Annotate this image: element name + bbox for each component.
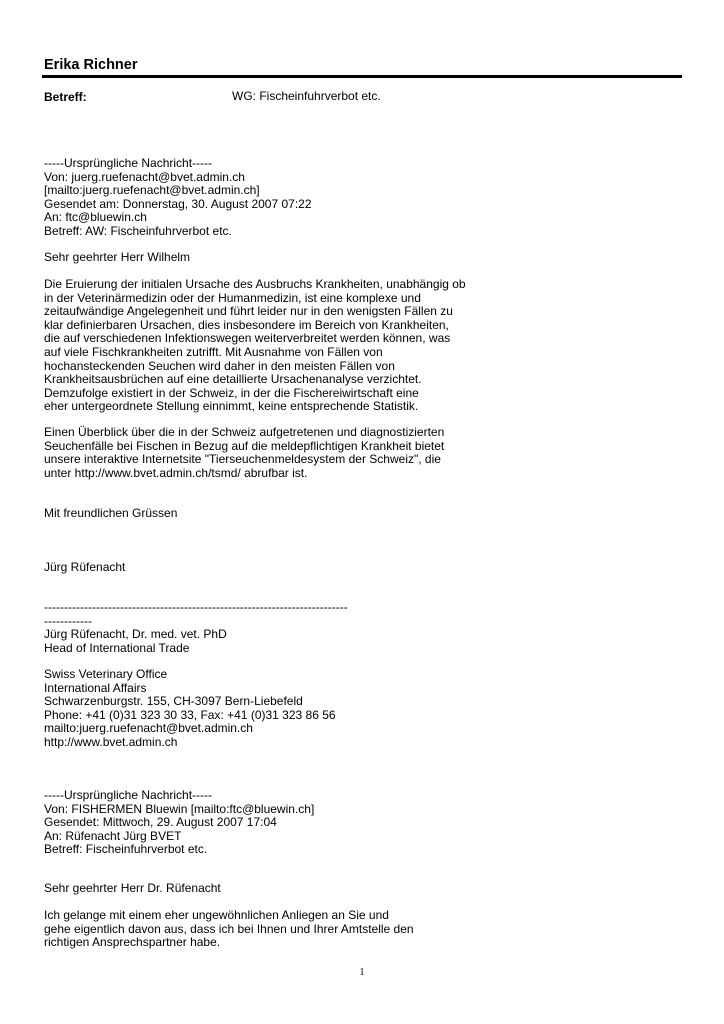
message2-header-line: Betreff: Fischeinfuhrverbot etc.: [44, 842, 208, 857]
message1-greeting: Sehr geehrter Herr Wilhelm: [44, 250, 191, 264]
message1-header-line: Betreff: AW: Fischeinfuhrverbot etc.: [44, 223, 232, 238]
paragraph-line: die auf verschiedenen Infektionswegen weiterverbreitet werden können, was: [44, 331, 451, 346]
paragraph-line: zeitaufwändige Angelegenheit und führt leider nur in den wenigsten Fällen zu: [44, 304, 453, 319]
paragraph-line: unter http://www.bvet.admin.ch/tsmd/ abrufbar ist.: [44, 465, 308, 480]
message2-header-line: An: Rüfenacht Jürg BVET: [44, 828, 182, 843]
paragraph-line: unsere interaktive Internetsite "Tierseuchenmeldesystem der Schweiz", die: [44, 452, 441, 467]
subject-label: Betreff:: [44, 90, 87, 104]
sender-name: Erika Richner: [44, 57, 138, 73]
message2-header-line: -----Ursprüngliche Nachricht-----: [44, 788, 213, 802]
signature-separator: [44, 601, 348, 628]
paragraph-line: gehe eigentlich davon aus, dass ich bei Ihnen und Ihrer Amtstelle den: [44, 921, 414, 936]
office-block: [44, 668, 336, 750]
paragraph-line: klar definierbaren Ursachen, dies insbesondere im Bereich von Krankheiten,: [44, 317, 449, 332]
header-rule: [42, 75, 682, 78]
paragraph-line: richtigen Ansprechspartner habe.: [44, 935, 221, 950]
message1-header-line: An: ftc@bluewin.ch: [44, 210, 147, 225]
paragraph-line: Die Eruierung der initialen Ursache des Ausbruchs Krankheiten, unabhängig ob: [44, 277, 466, 291]
message1-header-line: Gesendet am: Donnerstag, 30. August 2007 07:22: [44, 196, 312, 211]
page-number: 1: [359, 967, 365, 978]
paragraph-line: eher untergeordnete Stellung einnimmt, keine entsprechende Statistik.: [44, 399, 419, 414]
message1-paragraph2: [44, 426, 444, 480]
signature-line: Jürg Rüfenacht, Dr. med. vet. PhD: [44, 627, 227, 641]
office-line: Swiss Veterinary Office: [44, 667, 168, 681]
message1-signature-name: Jürg Rüfenacht: [44, 560, 126, 574]
separator-line: ----------------------------------------------------------------------------: [44, 600, 348, 614]
office-line: mailto:juerg.ruefenacht@bvet.admin.ch: [44, 721, 253, 736]
office-line: International Affairs: [44, 680, 147, 695]
subject-value: WG: Fischeinfuhrverbot etc.: [232, 89, 381, 103]
message1-header-line: [mailto:juerg.ruefenacht@bvet.admin.ch]: [44, 183, 260, 198]
message1-paragraph1: [44, 278, 466, 414]
paragraph-line: Ich gelange mit einem eher ungewöhnlichen Anliegen an Sie und: [44, 908, 389, 922]
message2-header-line: Von: FISHERMEN Bluewin [mailto:ftc@bluewin.ch]: [44, 801, 315, 816]
office-line: http://www.bvet.admin.ch: [44, 734, 178, 749]
office-line: Phone: +41 (0)31 323 30 33, Fax: +41 (0)31 323 86 56: [44, 707, 336, 722]
message1-header-line: Von: juerg.ruefenacht@bvet.admin.ch: [44, 169, 245, 184]
paragraph-line: Seuchenfälle bei Fischen in Bezug auf die meldepflichtigen Krankheit bietet: [44, 438, 445, 453]
message1-header: [44, 157, 312, 239]
paragraph-line: in der Veterinärmedizin oder der Humanmedizin, ist eine komplexe und: [44, 290, 421, 305]
paragraph-line: Einen Überblick über die in der Schweiz aufgetretenen und diagnostizierten: [44, 425, 445, 439]
paragraph-line: Demzufolge existiert in der Schweiz, in der die Fischereiwirtschaft eine: [44, 385, 419, 400]
message2-greeting: Sehr geehrter Herr Dr. Rüfenacht: [44, 881, 221, 895]
paragraph-line: auf viele Fischkrankheiten zutrifft. Mit Ausnahme von Fällen von: [44, 344, 383, 359]
message1-header-line: -----Ursprüngliche Nachricht-----: [44, 156, 213, 170]
paragraph-line: hochansteckenden Seuchen wird daher in den meisten Fällen von: [44, 358, 395, 373]
office-line: Schwarzenburgstr. 155, CH-3097 Bern-Liebefeld: [44, 694, 303, 709]
separator-line: ------------: [44, 613, 92, 628]
signature-block: [44, 628, 227, 655]
message2-header: [44, 789, 314, 857]
message2-header-line: Gesendet: Mittwoch, 29. August 2007 17:04: [44, 815, 277, 830]
message1-closing: Mit freundlichen Grüssen: [44, 506, 178, 520]
paragraph-line: Krankheitsausbrüchen auf eine detaillierte Ursachenanalyse verzichtet.: [44, 372, 422, 387]
signature-line: Head of International Trade: [44, 640, 190, 655]
message2-paragraph1: [44, 909, 414, 950]
